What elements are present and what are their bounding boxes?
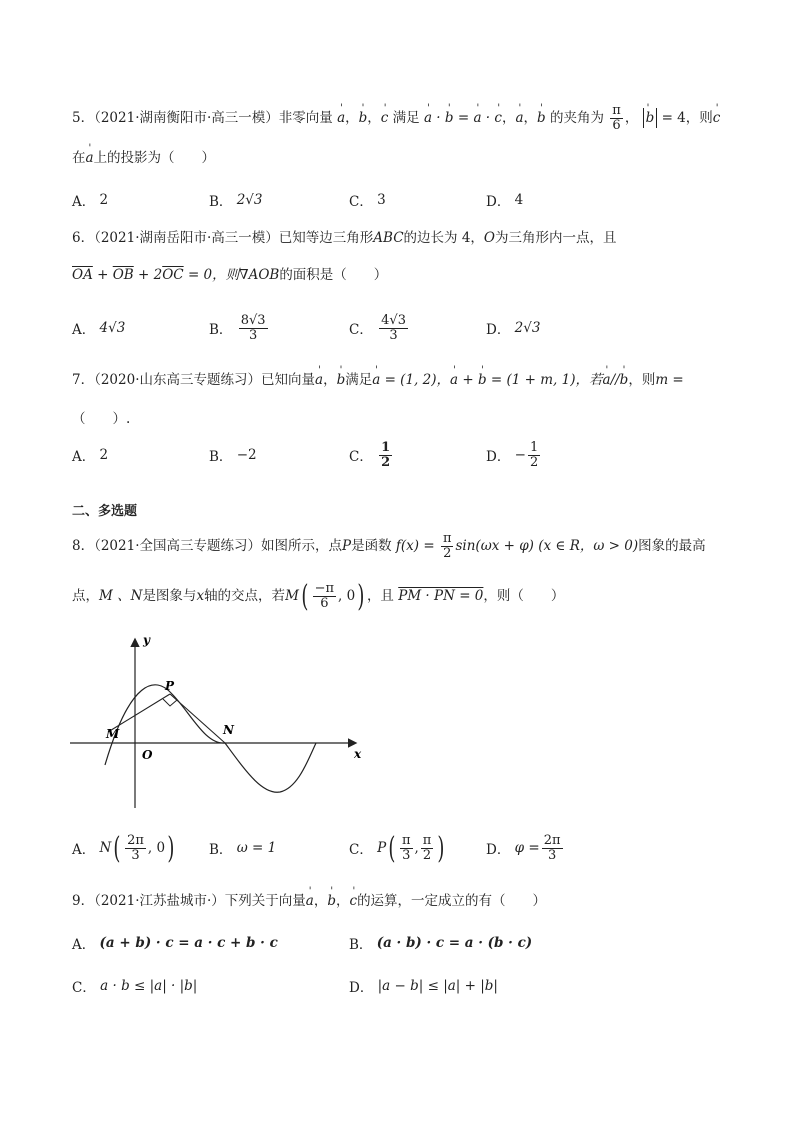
label-o: O — [142, 748, 153, 762]
q6-option-c[interactable]: C． $\frac{4√3}{3}$ — [349, 312, 406, 343]
q6-option-a[interactable]: A． 4√3 — [72, 320, 126, 338]
q8-option-d[interactable]: D． φ = $\frac{2\pi}{3}$ — [486, 832, 561, 863]
q5-option-b[interactable]: B． 2√3 — [209, 192, 263, 210]
q5-stem: 5．（2021·湖南衡阳市·高三一模）非零向量 — [72, 110, 333, 126]
q5-mag: = 4，则 — [661, 110, 713, 126]
q9-options-row1 — [72, 923, 732, 963]
q5-condition: ' a · ' b = ' a · ' c — [424, 110, 502, 126]
section-title: 二、多选题 — [72, 504, 138, 519]
sine-curve — [105, 685, 316, 792]
q6-options — [72, 308, 732, 348]
label-y: y — [143, 633, 150, 647]
sine-graph — [70, 630, 370, 815]
q5-magnitude-b: ' b — [643, 108, 658, 128]
q5-line2: 在' a上的投影为（ ） — [72, 148, 215, 168]
right-angle-mark — [163, 699, 177, 706]
q8-option-b[interactable]: B． ω = 1 — [209, 840, 277, 858]
q9-line1: 9．（2021·江苏盐城市·）下列关于向量' a，' b，' c的运算，一定成立的有（ ） — [72, 891, 546, 911]
label-n: N — [223, 723, 234, 737]
q6-line1: 6．（2021·湖南岳阳市·高三一模）已知等边三角形ABC的边长为 4，O为三角形内一点，且 — [72, 230, 617, 246]
q7-option-b[interactable]: B． −2 — [209, 447, 257, 465]
q5-option-d[interactable]: D． 4 — [486, 192, 524, 210]
q5-angle-fraction: $\frac{\pi}{6}$ — [612, 103, 621, 133]
q9-option-d[interactable]: D． |a − b| ≤ |a| + |b| — [349, 978, 498, 996]
q8-option-a[interactable]: A． N ( $\frac{2\pi}{3}$ , 0 ) — [72, 830, 175, 866]
q5-line1: 5．（2021·湖南衡阳市·高三一模）非零向量 ' a，' b，' c 满足 ' a · ' b = ' a · ' c，' a，' b 的夹角为 $\frac{\pi}{6}$ ， ' b = 4，则' c — [72, 104, 720, 133]
q7-option-d[interactable]: D． − $\frac{1}{2}$ — [486, 439, 539, 470]
q8-line2: 点，M 、N是图象与x轴的交点，若M( $\frac{-\pi}{6}$ , 0) ，且 PM · PN = 0，则（ ） — [72, 578, 565, 614]
segment-pn — [170, 694, 225, 743]
q7-line2: （ ）. — [72, 411, 131, 427]
q5-option-a[interactable]: A． 2 — [72, 192, 109, 210]
label-x: x — [354, 747, 362, 761]
q9-option-a[interactable]: A． (a + b) · c = a · c + b · c — [72, 935, 278, 953]
vector-b: ' b — [359, 108, 368, 128]
q9-options-row2 — [72, 966, 732, 1006]
label-m: M — [106, 727, 120, 741]
q7-option-a[interactable]: A． 2 — [72, 447, 109, 465]
q8-option-c[interactable]: C． P ( $\frac{\pi}{3}$ , $\frac{\pi}{2}$ ) — [349, 830, 445, 866]
vector-a: ' a — [337, 108, 345, 128]
q9-option-b[interactable]: B． (a · b) · c = a · (b · c) — [349, 935, 533, 953]
q8-options — [72, 828, 732, 868]
vector-c: ' c — [381, 108, 389, 128]
q5-stem-angle: 的夹角为 — [549, 110, 604, 126]
label-p: P — [165, 679, 175, 693]
q7-options — [72, 435, 732, 475]
q5-options — [72, 180, 732, 220]
q7-option-c[interactable]: C． $\frac{1}{2}$ — [349, 439, 391, 470]
q5-stem-mid: 满足 — [392, 110, 420, 126]
q5-option-c[interactable]: C． 3 — [349, 192, 386, 210]
q6-vector-eq: $\overline{OA} + \overline{OB} + 2\overline{OC} = 0$，则 — [72, 267, 240, 283]
q8-line1: 8．（2021·全国高三专题练习）如图所示，点P是函数 f(x) = $\frac{\pi}{2}$ sin(ωx + φ) (x ∈ R，ω > 0)图象的最高 — [72, 531, 706, 561]
q7-line1: 7．（2020·山东高三专题练习）已知向量' a，' b满足' a = (1, 2)，' a + ' b = (1 + m, 1)，若' a//' b，则m = — [72, 370, 684, 390]
q9-option-c[interactable]: C． a · b ≤ |a| · |b| — [72, 978, 198, 996]
q6-option-b[interactable]: B． $\frac{8√3}{3}$ — [209, 312, 266, 343]
q6-line2: $\overline{OA} + \overline{OB} + 2\overline{OC} = 0$，则∇AOB的面积是（ ） — [72, 267, 388, 283]
q6-option-d[interactable]: D． 2√3 — [486, 320, 541, 338]
